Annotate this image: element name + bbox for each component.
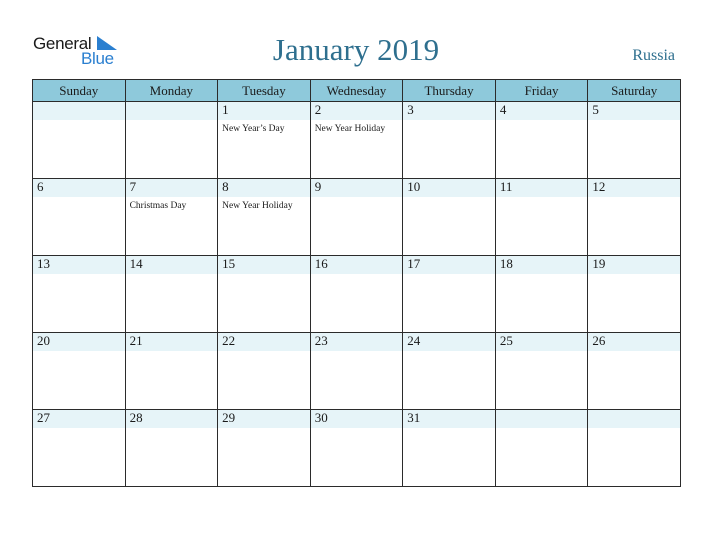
calendar-week-row [33, 256, 681, 333]
day-header-band [126, 102, 218, 120]
calendar-day-cell [495, 179, 588, 256]
calendar-day-cell [125, 102, 218, 179]
day-number: 28 [129, 410, 143, 425]
day-number: 4 [499, 102, 507, 117]
calendar-day-cell [125, 410, 218, 487]
calendar-day-cell [403, 256, 496, 333]
calendar-grid [32, 79, 681, 487]
day-number [496, 410, 588, 411]
calendar-day-cell [588, 179, 681, 256]
day-number [126, 102, 218, 103]
day-number: 23 [314, 333, 328, 348]
calendar-day-cell [588, 256, 681, 333]
day-number: 13 [37, 256, 50, 271]
calendar-day-cell [125, 333, 218, 410]
day-header-band [588, 410, 680, 428]
day-number: 21 [129, 333, 143, 348]
calendar-day-cell [218, 179, 311, 256]
weekday-header: Wednesday [310, 80, 403, 102]
calendar-day-cell [310, 102, 403, 179]
holiday-label: New Year Holiday [222, 201, 293, 211]
day-number: 2 [314, 102, 322, 117]
day-number: 29 [222, 410, 236, 425]
calendar-day-cell [125, 256, 218, 333]
day-number: 6 [37, 179, 44, 194]
calendar-day-cell [33, 410, 126, 487]
calendar-day-cell [588, 410, 681, 487]
calendar-day-cell [310, 410, 403, 487]
calendar-week-row [33, 179, 681, 256]
calendar-title: January 2019 [272, 32, 440, 67]
holiday-label: New Year Holiday [314, 124, 386, 134]
calendar-day-cell [403, 179, 496, 256]
day-number: 1 [222, 102, 229, 117]
day-number: 17 [407, 256, 421, 271]
day-number: 11 [499, 179, 513, 194]
day-number: 10 [407, 179, 421, 194]
day-number: 15 [222, 256, 236, 271]
calendar-day-cell [588, 102, 681, 179]
day-number: 20 [37, 333, 50, 348]
calendar-day-cell [218, 410, 311, 487]
calendar-day-cell [495, 256, 588, 333]
day-number: 30 [314, 410, 328, 425]
holiday-label: New Year’s Day [222, 124, 285, 134]
calendar-week-row [33, 333, 681, 410]
day-number: 19 [592, 256, 606, 271]
day-number: 25 [499, 333, 513, 348]
holiday-label: Christmas Day [129, 201, 187, 211]
calendar-day-cell [588, 333, 681, 410]
calendar-day-cell [495, 102, 588, 179]
day-header-band [33, 102, 125, 120]
calendar-day-cell [218, 102, 311, 179]
calendar-day-cell [495, 410, 588, 487]
day-number [33, 102, 125, 103]
calendar-day-cell [33, 333, 126, 410]
day-number: 22 [222, 333, 236, 348]
day-number: 14 [129, 256, 143, 271]
calendar-day-cell [33, 102, 126, 179]
day-number: 26 [592, 333, 606, 348]
weekday-header: Thursday [403, 80, 496, 102]
day-number: 27 [37, 410, 50, 425]
calendar-day-cell [310, 333, 403, 410]
weekday-header: Sunday [33, 80, 126, 102]
calendar-week-row [33, 410, 681, 487]
weekday-header: Monday [125, 80, 218, 102]
day-number: 24 [407, 333, 421, 348]
day-number: 16 [314, 256, 328, 271]
day-number: 9 [314, 179, 322, 194]
calendar-day-cell [403, 333, 496, 410]
weekday-header: Tuesday [218, 80, 311, 102]
calendar-day-cell [495, 333, 588, 410]
day-number: 12 [592, 179, 606, 194]
calendar-day-cell [310, 179, 403, 256]
logo-word-general: General [33, 34, 92, 53]
weekday-header-row [33, 80, 681, 102]
day-number: 31 [407, 410, 421, 425]
country-label: Russia [632, 47, 675, 64]
calendar-day-cell [403, 102, 496, 179]
calendar-week-row [33, 102, 681, 179]
day-number: 18 [499, 256, 513, 271]
day-header-band [496, 410, 588, 428]
day-number: 8 [222, 179, 229, 194]
weekday-header: Friday [495, 80, 588, 102]
calendar-day-cell [403, 410, 496, 487]
day-number [588, 410, 680, 411]
calendar-day-cell [310, 256, 403, 333]
calendar-day-cell [33, 179, 126, 256]
calendar-day-cell [218, 256, 311, 333]
calendar-day-cell [218, 333, 311, 410]
calendar-day-cell [33, 256, 126, 333]
day-number: 3 [407, 102, 414, 117]
logo-word-blue: Blue [81, 49, 114, 68]
calendar-day-cell [125, 179, 218, 256]
day-number: 5 [592, 102, 599, 117]
day-number: 7 [129, 179, 137, 194]
weekday-header: Saturday [588, 80, 681, 102]
